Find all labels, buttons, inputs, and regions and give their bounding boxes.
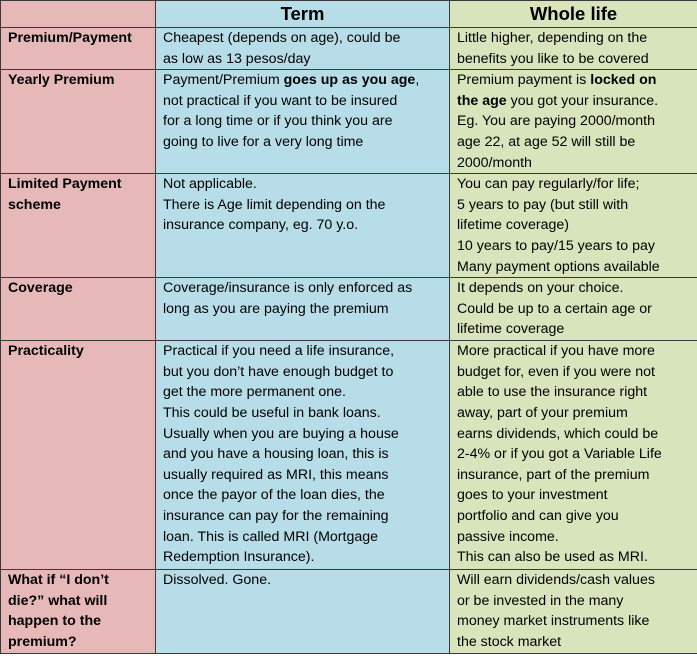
text-line <box>163 70 445 91</box>
text-line: 2000/month <box>457 154 532 171</box>
text-line: Could be up to a certain age or <box>457 300 652 317</box>
header-row <box>1 1 697 28</box>
text-line: Eg. You are paying 2000/month <box>457 113 655 130</box>
row-label-practicality <box>1 341 156 570</box>
table-row <box>1 341 697 570</box>
term-cell <box>156 278 450 341</box>
header-empty <box>1 1 156 28</box>
text-line: usually required as MRI, this means <box>163 466 389 483</box>
whole-life-cell <box>450 70 697 174</box>
text-line: This can also be used as MRI. <box>457 549 648 566</box>
text-line: earns dividends, which could be <box>457 425 659 442</box>
text-line: the stock market <box>457 633 562 650</box>
text-line: insurance company, eg. 70 y.o. <box>163 217 359 234</box>
text-line: 5 years to pay (but still with <box>457 196 629 213</box>
whole-life-cell <box>450 174 697 278</box>
text-line: as low as 13 pesos/day <box>163 50 311 67</box>
label-line: premium? <box>8 633 77 650</box>
text-line: It depends on your choice. <box>457 280 624 297</box>
term-cell <box>156 341 450 570</box>
text-line: More practical if you have more <box>457 343 655 360</box>
text-line: able to use the insurance right <box>457 384 648 401</box>
row-label-coverage <box>1 278 156 341</box>
header-whole-life: Whole life <box>450 1 697 28</box>
bold-fragment: the age <box>457 92 507 109</box>
text-line: Redemption Insurance). <box>163 549 315 566</box>
label-line: What if “I don’t <box>8 572 109 589</box>
text-line: but you don’t have enough budget to <box>163 363 394 380</box>
text-line: age 22, at age 52 will still be <box>457 133 636 150</box>
label-line: happen to the <box>8 613 102 630</box>
row-label-limited-payment <box>1 174 156 278</box>
label-line: scheme <box>8 196 61 213</box>
label-line: Coverage <box>8 280 73 297</box>
term-cell <box>156 70 450 174</box>
text-line: There is Age limit depending on the <box>163 196 386 213</box>
text-line: not practical if you want to be insured <box>163 92 398 109</box>
row-label-what-if <box>1 570 156 654</box>
table-row <box>1 174 697 278</box>
text-line: Coverage/insurance is only enforced as <box>163 280 413 297</box>
text-line: Will earn dividends/cash values <box>457 572 655 589</box>
text-line: benefits you like to be covered <box>457 50 649 67</box>
table-row <box>1 28 697 70</box>
text-line: Many payment options available <box>457 258 660 275</box>
text-line: insurance can pay for the remaining <box>163 507 389 524</box>
text-line: and you have a housing loan, this is <box>163 446 389 463</box>
text-fragment: you got your insurance. <box>506 92 659 109</box>
text-line: once the payor of the loan dies, the <box>163 487 385 504</box>
term-cell <box>156 570 450 654</box>
label-line: die?” what will <box>8 592 108 609</box>
text-line: loan. This is called MRI (Mortgage <box>163 528 379 545</box>
text-fragment: , <box>415 72 420 89</box>
whole-life-cell <box>450 570 697 654</box>
whole-life-cell <box>450 278 697 341</box>
row-label-premium-payment <box>1 28 156 70</box>
text-line: away, part of your premium <box>457 404 628 421</box>
label-line: Limited Payment <box>8 176 122 193</box>
label-line: Yearly Premium <box>8 72 115 89</box>
text-line: Dissolved. Gone. <box>163 572 272 589</box>
text-line: portfolio and can give you <box>457 507 619 524</box>
text-line: get the more permanent one. <box>163 384 346 401</box>
text-line: Practical if you need a life insurance, <box>163 343 395 360</box>
text-line: lifetime coverage <box>457 321 565 338</box>
table-row <box>1 278 697 341</box>
text-line: You can pay regularly/for life; <box>457 176 640 193</box>
text-line: Little higher, depending on the <box>457 30 648 46</box>
label-line: Premium/Payment <box>8 30 132 46</box>
text-line: or be invested in the many <box>457 592 624 609</box>
text-line: insurance, part of the premium <box>457 466 650 483</box>
text-line: goes to your investment <box>457 487 608 504</box>
whole-life-cell <box>450 28 697 70</box>
header-term: Term <box>156 1 450 28</box>
text-line: This could be useful in bank loans. <box>163 404 381 421</box>
text-fragment: Payment/Premium <box>163 72 284 89</box>
text-fragment: Premium payment is <box>457 72 591 89</box>
text-line: Cheapest (depends on age), could be <box>163 30 401 46</box>
text-line: Not applicable. <box>163 176 257 193</box>
text-line <box>457 91 693 112</box>
text-line: money market instruments like <box>457 613 650 630</box>
row-label-yearly-premium <box>1 70 156 174</box>
label-line: Practicality <box>8 343 84 360</box>
text-line: long as you are paying the premium <box>163 300 389 317</box>
whole-life-cell <box>450 341 697 570</box>
table-row <box>1 70 697 174</box>
text-line: 2-4% or if you got a Variable Life <box>457 446 662 463</box>
text-line: going to live for a very long time <box>163 133 364 150</box>
text-line: 10 years to pay/15 years to pay <box>457 237 655 254</box>
text-line: Usually when you are buying a house <box>163 425 399 442</box>
text-line: for a long time or if you think you are <box>163 113 393 130</box>
table-row <box>1 570 697 654</box>
text-line: budget for, even if you were not <box>457 363 655 380</box>
term-cell <box>156 28 450 70</box>
text-line: passive income. <box>457 528 559 545</box>
text-line: lifetime coverage) <box>457 217 569 234</box>
term-cell <box>156 174 450 278</box>
bold-fragment: locked on <box>590 72 657 89</box>
bold-fragment: goes up as you age <box>283 72 416 89</box>
text-line <box>457 70 693 91</box>
